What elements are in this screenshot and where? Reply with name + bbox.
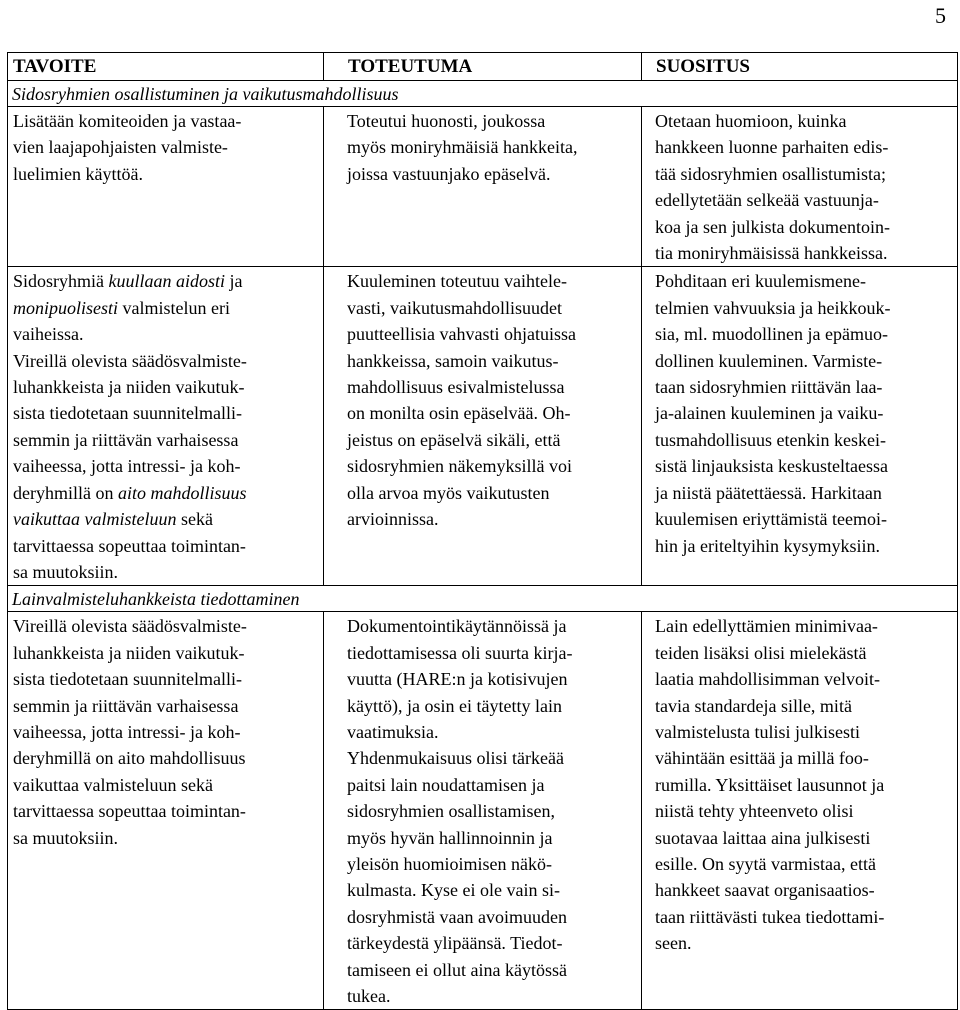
realization-cell: Dokumentointikäytännöissä ja tiedottamisessa oli suurta kirja- vuutta (HARE:n ja kotisivujen käyttö), ja osin ei täytetty lain vaatimuksia. Yhdenmukaisuus olisi tärkeää paitsi lain noudattamisen ja sidosryhmien osallistamisen, myös hyvän hallinnoinnin ja yleisön huomioimisen näkö- kulmasta. Kyse ei ole vain si- dosryhmistä vaan avoimuuden tärkeydestä ylipäänsä. Tiedot- tamiseen ei ollut aina käytössä tukea.	[324, 612, 642, 1010]
page-number: 5	[935, 3, 946, 28]
table-row	[8, 612, 958, 1010]
goal-cell: Vireillä olevista säädösvalmiste- luhankkeista ja niiden vaikutuk- sista tiedotetaan suunnitelmalli- semmin ja riittävän varhaisessa vaiheessa, jotta intressi- ja koh- deryhmillä on aito mahdollisuus vaikuttaa valmisteluun sekä tarvittaessa sopeuttaa toimintan- sa muutoksiin.	[8, 612, 324, 1010]
table-row	[8, 267, 958, 586]
section-row	[8, 586, 958, 612]
header-recommendation: SUOSITUS	[642, 53, 958, 81]
recommendation-cell: Pohditaan eri kuulemismene- telmien vahvuuksia ja heikkouk- sia, ml. muodollinen ja epämuo- dollinen kuuleminen. Varmiste- taan sidosryhmien riittävän laa- ja-alainen kuuleminen ja vaiku- tusmahdollisuus etenkin keskei- sistä linjauksista keskusteltaessa ja niistä päätettäessä. Harkitaan kuulemisen eriyttämistä teemoi- hin ja eriteltyihin kysymyksiin.	[642, 267, 958, 586]
goal-emphasis: monipuolisesti	[13, 297, 119, 318]
header-goal: TAVOITE	[8, 53, 324, 81]
realization-cell: Toteutui huonosti, joukossa myös moniryhmäisiä hankkeita, joissa vastuunjako epäselvä.	[324, 107, 642, 267]
section-title: Sidosryhmien osallistuminen ja vaikutusmahdollisuus	[8, 81, 958, 107]
section-title: Lainvalmisteluhankkeista tiedottaminen	[8, 586, 958, 612]
evaluation-table	[7, 52, 958, 1010]
goal-text: Sidosryhmiä	[13, 271, 109, 292]
goal-cell: Lisätään komiteoiden ja vastaa- vien laajapohjaisten valmiste- luelimien käyttöä.	[8, 107, 324, 267]
header-realization: TOTEUTUMA	[324, 53, 642, 81]
table-row	[8, 107, 958, 267]
recommendation-cell: Lain edellyttämien minimivaa- teiden lisäksi olisi mielekästä laatia mahdollisimman velvoit- tavia standardeja sille, mitä valmistelusta tulisi julkisesti vähintään esittää ja millä foo- rumilla. Yksittäiset lausunnot ja niistä tehty yhteenveto olisi suotavaa laittaa aina julkisesti esille. On syytä varmistaa, että hankkeet saavat organisaatios- taan riittävästi tukea tiedottami- seen.	[642, 612, 958, 1010]
goal-text: valmistelun eri vaiheissa. Vireillä olevista säädösvalmiste- luhankkeista ja niiden vaikutuk- sista tiedotetaan suunnitelmalli- semmin ja riittävän varhaisessa vaiheessa, jotta intressi- ja koh- deryhmillä on	[13, 297, 247, 503]
goal-cell	[8, 267, 324, 586]
table-header-row	[8, 53, 958, 81]
realization-cell: Kuuleminen toteutuu vaihtele- vasti, vaikutusmahdollisuudet puutteellisia vahvasti ohjatuissa hankkeissa, samoin vaikutus- mahdollisuus esivalmistelussa on monilta osin epäselvää. Oh- jeistus on epäselvä sikäli, että sidosryhmien näkemyksillä voi olla arvoa myös vaikutusten arvioinnissa.	[324, 267, 642, 586]
recommendation-cell: Otetaan huomioon, kuinka hankkeen luonne parhaiten edis- tää sidosryhmien osallistumista; edellytetään selkeää vastuunja- koa ja sen julkista dokumentoin- tia moniryhmäisissä hankkeissa.	[642, 107, 958, 267]
goal-text: ja	[229, 271, 243, 292]
goal-text: sekä tarvittaessa sopeuttaa toimintan- sa muutoksiin.	[13, 509, 246, 582]
section-row	[8, 81, 958, 107]
goal-emphasis: kuullaan aidosti	[108, 271, 226, 292]
goal-emphasis: aito mahdollisuus vaikuttaa valmisteluun	[13, 482, 247, 530]
